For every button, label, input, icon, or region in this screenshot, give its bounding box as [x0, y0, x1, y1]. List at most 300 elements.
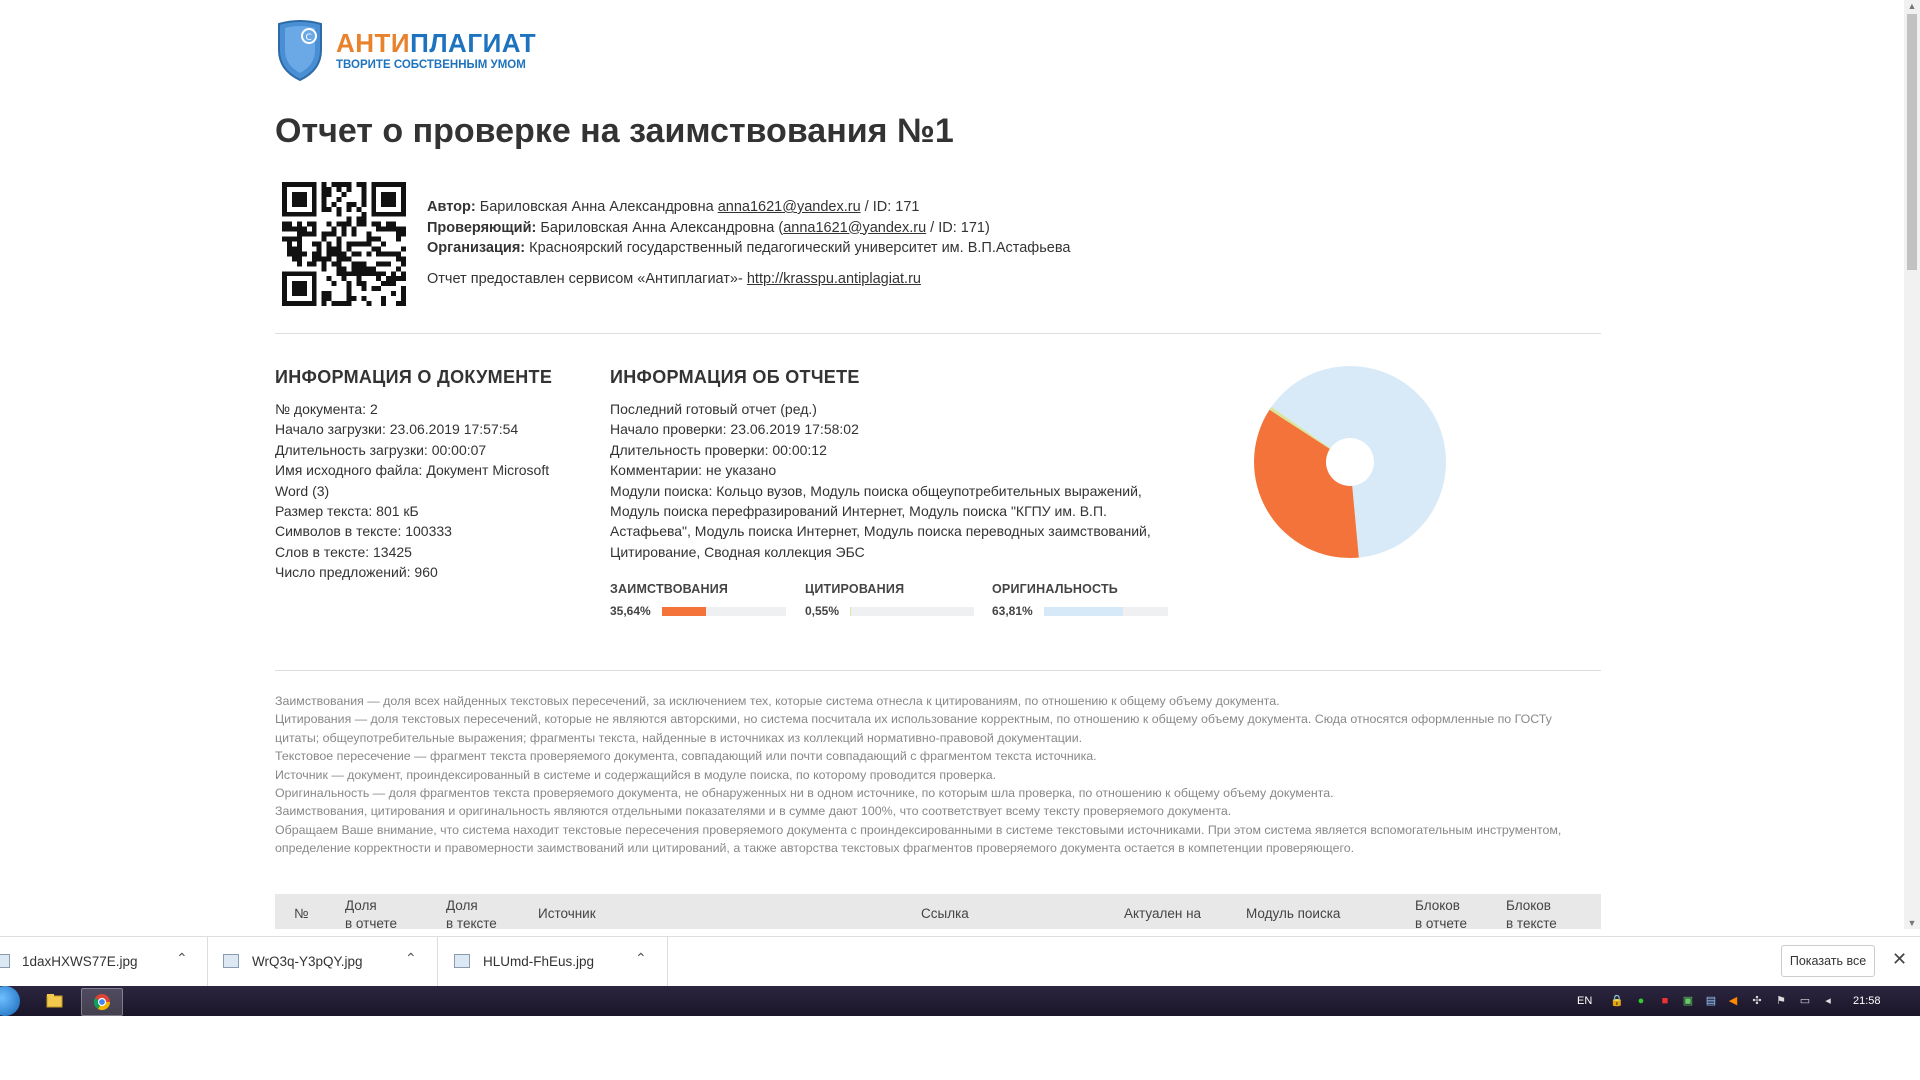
qr-module — [356, 182, 361, 187]
qr-module — [361, 222, 366, 227]
qr-module — [342, 276, 347, 281]
qr-module — [312, 251, 317, 256]
download-item[interactable]: WrQ3q-Y3pQY.jpg ⌃ — [207, 937, 438, 987]
qr-module — [391, 291, 396, 296]
qr-module — [302, 251, 307, 256]
stat-value: 63,81% — [992, 604, 1033, 618]
qr-module — [381, 242, 386, 247]
qr-module — [342, 256, 347, 261]
shield-tray-icon[interactable]: ● — [1637, 995, 1645, 1007]
qr-module — [346, 281, 351, 286]
report-info-list — [610, 399, 1200, 562]
qr-module — [346, 301, 351, 306]
qr-module — [322, 301, 327, 306]
battery-icon[interactable]: ▭ — [1799, 995, 1811, 1007]
qr-module — [322, 261, 327, 266]
col-source[interactable]: Источник — [538, 906, 596, 921]
qr-module — [287, 246, 292, 251]
qr-module — [297, 246, 302, 251]
qr-module — [322, 232, 327, 237]
qr-module — [332, 246, 337, 251]
qr-module — [282, 227, 287, 232]
qr-module — [287, 237, 292, 242]
qr-module — [386, 261, 391, 266]
qr-module — [381, 281, 386, 286]
qr-module — [337, 251, 342, 256]
stat-заимствования — [610, 582, 729, 618]
qr-module — [287, 242, 292, 247]
note-line: Источник — документ, проиндексированный в системе и содержащийся в модуле поиска, по которому проводится проверка. — [275, 767, 997, 782]
qr-module — [376, 276, 381, 281]
qr-module — [386, 281, 391, 286]
qr-module — [292, 256, 297, 261]
qr-module — [366, 266, 371, 271]
qr-module — [312, 242, 317, 247]
qr-module — [292, 237, 297, 242]
chevron-up-icon[interactable]: ⌃ — [176, 950, 188, 966]
qr-module — [401, 261, 406, 266]
qr-module — [391, 276, 396, 281]
logo-text: АНТИПЛАГИАТ — [336, 28, 537, 58]
qr-module — [346, 242, 351, 247]
start-button[interactable] — [0, 986, 20, 1016]
info-line: Цитирование, Сводная коллекция ЭБС — [610, 543, 865, 560]
info-line: Длительность проверки: 00:00:12 — [610, 441, 827, 458]
qr-module — [396, 232, 401, 237]
qr-module — [342, 222, 347, 227]
qr-module — [371, 286, 376, 291]
qr-module — [322, 296, 327, 301]
info-line: Word (3) — [275, 482, 330, 499]
info-line: Число предложений: 960 — [275, 564, 438, 581]
qr-module — [332, 182, 337, 187]
qr-module — [297, 227, 302, 232]
qr-module — [307, 261, 312, 266]
close-icon[interactable]: ✕ — [1892, 949, 1908, 969]
network-icon[interactable]: ✣ — [1752, 995, 1762, 1007]
qr-module — [342, 301, 347, 306]
qr-module — [351, 232, 356, 237]
qr-module — [376, 227, 381, 232]
qr-module — [346, 217, 351, 222]
report-info-heading: ИНФОРМАЦИЯ ОБ ОТЧЕТЕ — [610, 367, 860, 387]
qr-module — [337, 271, 342, 276]
qr-module — [332, 261, 337, 266]
qr-module — [396, 237, 401, 242]
qr-module — [346, 246, 351, 251]
qr-module — [307, 222, 312, 227]
qr-module — [337, 182, 342, 187]
qr-module — [376, 237, 381, 242]
stat-bar-fill — [1044, 607, 1123, 616]
qr-module — [332, 232, 337, 237]
qr-module — [361, 187, 366, 192]
qr-module — [391, 281, 396, 286]
col-module[interactable]: Модуль поиска — [1246, 906, 1341, 921]
qr-module — [312, 256, 317, 261]
qr-module — [376, 286, 381, 291]
qr-module — [401, 301, 406, 306]
qr-module — [361, 217, 366, 222]
chevron-up-icon[interactable]: ⌃ — [635, 950, 647, 966]
qr-module — [342, 251, 347, 256]
definitions-notes — [275, 692, 1575, 858]
author-line: Автор: Бариловская Анна Александровна anna1621@yandex.ru / ID: 171 — [427, 199, 920, 215]
download-item[interactable]: HLUmd-FhEus.jpg ⌃ — [437, 937, 668, 987]
qr-module — [297, 232, 302, 237]
qr-module — [297, 237, 302, 242]
qr-module — [391, 271, 396, 276]
info-line: Имя исходного файла: Документ Microsoft — [275, 462, 550, 479]
qr-module — [361, 286, 366, 291]
qr-module — [322, 237, 327, 242]
info-line: Слов в тексте: 13425 — [275, 543, 412, 560]
stat-bar-fill — [662, 607, 706, 616]
info-line: Последний готовый отчет (ред.) — [610, 401, 817, 417]
qr-module — [351, 202, 356, 207]
qr-module — [356, 222, 361, 227]
windows-taskbar — [0, 986, 1920, 1016]
qr-module — [327, 207, 332, 212]
stat-value: 35,64% — [610, 604, 651, 618]
stat-bar — [850, 607, 974, 616]
stat-цитирования — [805, 582, 905, 618]
qr-module — [332, 281, 337, 286]
qr-module — [361, 281, 366, 286]
lock-icon[interactable]: 🔒 — [1610, 995, 1624, 1007]
org-line: Организация: Красноярский государственный педагогический университет им. В.П.Астафьева — [427, 240, 1071, 256]
speaker-alert-icon[interactable]: ◀ — [1728, 995, 1738, 1007]
volume-icon[interactable]: ◂ — [1825, 995, 1831, 1007]
qr-module — [376, 261, 381, 266]
qr-module — [356, 261, 361, 266]
qr-module — [361, 197, 366, 202]
qr-module — [371, 222, 376, 227]
qr-module — [366, 251, 371, 256]
checker-line: Проверяющий: Бариловская Анна Александровна (anna1621@yandex.ru / ID: 171) — [427, 219, 990, 236]
stat-bar — [1044, 607, 1168, 616]
folder-icon — [34, 988, 74, 1014]
qr-module — [401, 296, 406, 301]
qr-module — [346, 271, 351, 276]
qr-module — [401, 276, 406, 281]
image-file-icon — [0, 954, 10, 968]
qr-module — [327, 251, 332, 256]
qr-module — [337, 256, 342, 261]
stat-label: ЗАИМСТВОВАНИЯ — [610, 582, 729, 596]
qr-module — [312, 227, 317, 232]
qr-module — [396, 301, 401, 306]
qr-module — [371, 237, 376, 242]
qr-module — [356, 207, 361, 212]
qr-module — [292, 227, 297, 232]
qr-module — [327, 242, 332, 247]
qr-module — [381, 227, 386, 232]
qr-module — [322, 187, 327, 192]
qr-module — [376, 246, 381, 251]
qr-module — [351, 227, 356, 232]
info-line: Астафьева", Модуль поиска Интернет, Модуль поиска переводных заимствований, — [610, 523, 1151, 540]
scroll-up-icon[interactable]: ▲ — [1907, 1, 1917, 11]
logo-tagline: ТВОРИТЕ СОБСТВЕННЫМ УМОМ — [336, 59, 526, 71]
qr-module — [287, 222, 292, 227]
app-tray-icon[interactable]: ▣ — [1682, 995, 1694, 1007]
chrome-taskbar-button[interactable] — [81, 988, 123, 1016]
originality-pie-chart — [1250, 362, 1450, 562]
qr-module — [337, 187, 342, 192]
qr-module — [346, 187, 351, 192]
qr-module — [371, 266, 376, 271]
shield-logo-icon — [275, 20, 325, 82]
qr-module — [337, 212, 342, 217]
qr-module — [381, 251, 386, 256]
note-line: Цитирования — доля текстовых пересечений, которые не являются авторскими, но система посчитала их использование корректным, по отношению к общему объему документа. Сюда относятся оформленные по ГОСТу цитаты; общеупотребительные выражения; фрагменты текста, найденные в источниках из коллекций нормативно-правовой документации. — [275, 712, 1552, 745]
qr-module — [361, 202, 366, 207]
qr-module — [332, 202, 337, 207]
qr-module — [361, 296, 366, 301]
qr-module — [361, 192, 366, 197]
qr-module — [337, 242, 342, 247]
language-indicator[interactable]: EN — [1577, 995, 1593, 1007]
qr-module — [351, 271, 356, 276]
qr-module — [322, 202, 327, 207]
qr-module — [327, 276, 332, 281]
show-all-button[interactable]: Показать все — [1781, 945, 1875, 977]
qr-module — [282, 222, 287, 227]
stat-оригинальность — [992, 582, 1118, 618]
qr-module — [327, 246, 332, 251]
qr-module — [396, 256, 401, 261]
info-line: Размер текста: 801 кБ — [275, 503, 419, 520]
qr-module — [346, 296, 351, 301]
image-file-icon — [454, 954, 470, 968]
info-line: Модуль поиска перефразирований Интернет, Модуль поиска "КГПУ им. В.П. — [610, 503, 1107, 520]
download-item[interactable]: 1daxHXWS77E.jpg ⌃ — [0, 937, 208, 987]
qr-module — [287, 227, 292, 232]
page-scrollbar[interactable] — [1904, 0, 1920, 929]
flag-icon[interactable]: ⚑ — [1776, 995, 1786, 1007]
qr-module — [356, 276, 361, 281]
stat-bar-fill — [850, 607, 851, 616]
qr-module — [292, 192, 307, 207]
qr-module — [307, 232, 312, 237]
col-blocks-report[interactable]: Блоков в отчете — [1415, 898, 1467, 929]
info-line: Комментарии: не указано — [610, 462, 777, 479]
qr-module — [337, 246, 342, 251]
qr-module — [366, 242, 371, 247]
col-actual[interactable]: Актуален на — [1124, 906, 1202, 921]
qr-module — [361, 266, 366, 271]
qr-module — [346, 256, 351, 261]
qr-module — [356, 242, 361, 247]
info-line: Символов в тексте: 100333 — [275, 523, 452, 540]
qr-module — [346, 286, 351, 291]
qr-module — [312, 261, 317, 266]
col-blocks-text[interactable]: Блоков в тексте — [1506, 898, 1557, 929]
qr-module — [366, 301, 371, 306]
qr-module — [322, 266, 327, 271]
qr-module — [332, 227, 337, 232]
qr-module — [302, 232, 307, 237]
qr-module — [356, 251, 361, 256]
qr-module — [322, 256, 327, 261]
qr-module — [337, 207, 342, 212]
page-title: Отчет о проверке на заимствования №1 — [275, 112, 954, 150]
qr-module — [386, 276, 391, 281]
qr-module — [312, 222, 317, 227]
qr-module — [401, 291, 406, 296]
qr-module — [337, 222, 342, 227]
report-meta — [427, 197, 1070, 289]
info-line: Начало проверки: 23.06.2019 17:58:02 — [610, 421, 859, 438]
qr-module — [337, 237, 342, 242]
qr-module — [401, 227, 406, 232]
info-line: Начало загрузки: 23.06.2019 17:57:54 — [275, 421, 519, 438]
chevron-up-icon[interactable]: ⌃ — [405, 950, 417, 966]
qr-module — [401, 271, 406, 276]
stat-label: ЦИТИРОВАНИЯ — [805, 582, 905, 596]
qr-module — [351, 242, 356, 247]
stat-label: ОРИГИНАЛЬНОСТЬ — [992, 582, 1118, 596]
qr-module — [381, 261, 386, 266]
svg-text:C: C — [305, 33, 312, 43]
divider — [275, 333, 1601, 334]
qr-module — [332, 251, 337, 256]
doc-info-list — [275, 399, 595, 583]
clock[interactable]: 21:58 — [1853, 995, 1881, 1007]
qr-module — [297, 256, 302, 261]
qr-module — [327, 192, 332, 197]
qr-module — [322, 182, 327, 187]
scrollbar-thumb[interactable] — [1907, 14, 1917, 270]
qr-module — [396, 251, 401, 256]
doc-info-heading: ИНФОРМАЦИЯ О ДОКУМЕНТЕ — [275, 367, 553, 387]
qr-module — [327, 222, 332, 227]
note-line: Заимствования, цитирования и оригинальность являются отдельными показателями и в сумме дают 100%, что соответствует всему тексту проверяемого документа. — [275, 804, 1232, 819]
qr-module — [337, 301, 342, 306]
qr-module — [396, 227, 401, 232]
qr-module — [322, 291, 327, 296]
chrome-icon — [82, 989, 122, 1015]
qr-module — [292, 281, 307, 296]
qr-module — [297, 261, 302, 266]
qr-module — [396, 276, 401, 281]
qr-module — [356, 281, 361, 286]
info-line: Длительность загрузки: 00:00:07 — [275, 441, 487, 458]
qr-module — [342, 271, 347, 276]
qr-module — [317, 251, 322, 256]
qr-module — [342, 192, 347, 197]
qr-module — [327, 291, 332, 296]
qr-module — [322, 197, 327, 202]
col-share-report[interactable]: Доля в отчете — [345, 898, 397, 929]
qr-module — [386, 222, 391, 227]
qr-module — [297, 251, 302, 256]
qr-module — [292, 246, 297, 251]
qr-module — [391, 251, 396, 256]
qr-module — [351, 261, 356, 266]
qr-module — [312, 232, 317, 237]
qr-module — [376, 222, 381, 227]
col-share-text[interactable]: Доля в тексте — [446, 898, 497, 929]
qr-module — [401, 232, 406, 237]
qr-module — [401, 256, 406, 261]
qr-module — [356, 266, 361, 271]
qr-module — [366, 271, 371, 276]
qr-module — [351, 251, 356, 256]
service-line: Отчет предоставлен сервисом «Антиплагиат»- http://krasspu.antiplagiat.ru — [427, 270, 921, 287]
blank-area — [0, 1016, 1920, 1080]
stat-value: 0,55% — [805, 604, 840, 618]
qr-module — [356, 217, 361, 222]
qr-module — [346, 222, 351, 227]
qr-module — [337, 266, 342, 271]
author-email-link[interactable]: anna1621@yandex.ru — [717, 199, 861, 215]
qr-module — [322, 207, 327, 212]
qr-module — [342, 266, 347, 271]
qr-module — [401, 286, 406, 291]
qr-module — [297, 222, 302, 227]
qr-module — [346, 202, 351, 207]
qr-module — [317, 242, 322, 247]
qr-module — [337, 197, 342, 202]
image-file-icon — [223, 954, 239, 968]
qr-module — [346, 207, 351, 212]
note-line: Оригинальность — доля фрагментов текста проверяемого документа, не обнаруженных ни в одном источнике, по которым шла проверка, по отношению к общему объему документа. — [275, 786, 1334, 801]
qr-module — [396, 266, 401, 271]
note-line: Заимствования — доля всех найденных текстовых пересечений, за исключением тех, которые система отнесла к цитированиям, по отношению к общему объему документа. — [275, 694, 1280, 708]
qr-module — [332, 301, 337, 306]
service-link[interactable]: http://krasspu.antiplagiat.ru — [746, 270, 921, 287]
qr-module — [381, 271, 386, 276]
antivirus-icon[interactable]: ■ — [1661, 995, 1669, 1007]
qr-module — [371, 246, 376, 251]
qr-module — [366, 232, 371, 237]
monitor-icon[interactable]: ▤ — [1705, 995, 1717, 1007]
qr-module — [322, 192, 327, 197]
qr-module — [361, 212, 366, 217]
qr-module — [342, 232, 347, 237]
qr-module — [386, 251, 391, 256]
note-line: Обращаем Ваше внимание, что система находит текстовые пересечения проверяемого документа с проиндексированными в системе текстовыми источниками. При этом система является вспомогательным инструментом, определение корректности и правомерности заимствований или цитирований, а также авторства текстовых фрагментов проверяемого документа остается в компетенции проверяющего. — [275, 822, 1562, 856]
explorer-taskbar-button[interactable] — [34, 988, 74, 1014]
qr-module — [297, 242, 302, 247]
qr-module — [401, 246, 406, 251]
qr-module — [386, 227, 391, 232]
checker-email-link[interactable]: anna1621@yandex.ru — [783, 219, 927, 236]
qr-module — [366, 237, 371, 242]
qr-module — [346, 182, 351, 187]
qr-module — [361, 182, 366, 187]
pie-hole — [1326, 438, 1374, 486]
qr-module — [361, 242, 366, 247]
stats-bars — [610, 582, 1170, 622]
qr-module — [361, 261, 366, 266]
qr-code — [282, 182, 406, 306]
scroll-down-icon[interactable]: ▼ — [1907, 918, 1917, 928]
qr-module — [282, 237, 287, 242]
qr-module — [381, 296, 386, 301]
qr-module — [351, 296, 356, 301]
antiplagiat-logo[interactable] — [275, 20, 575, 84]
qr-module — [327, 232, 332, 237]
qr-module — [292, 251, 297, 256]
qr-module — [351, 266, 356, 271]
stat-bar — [662, 607, 786, 616]
qr-module — [287, 251, 292, 256]
qr-module — [381, 192, 396, 207]
col-link[interactable]: Ссылка — [921, 906, 969, 921]
